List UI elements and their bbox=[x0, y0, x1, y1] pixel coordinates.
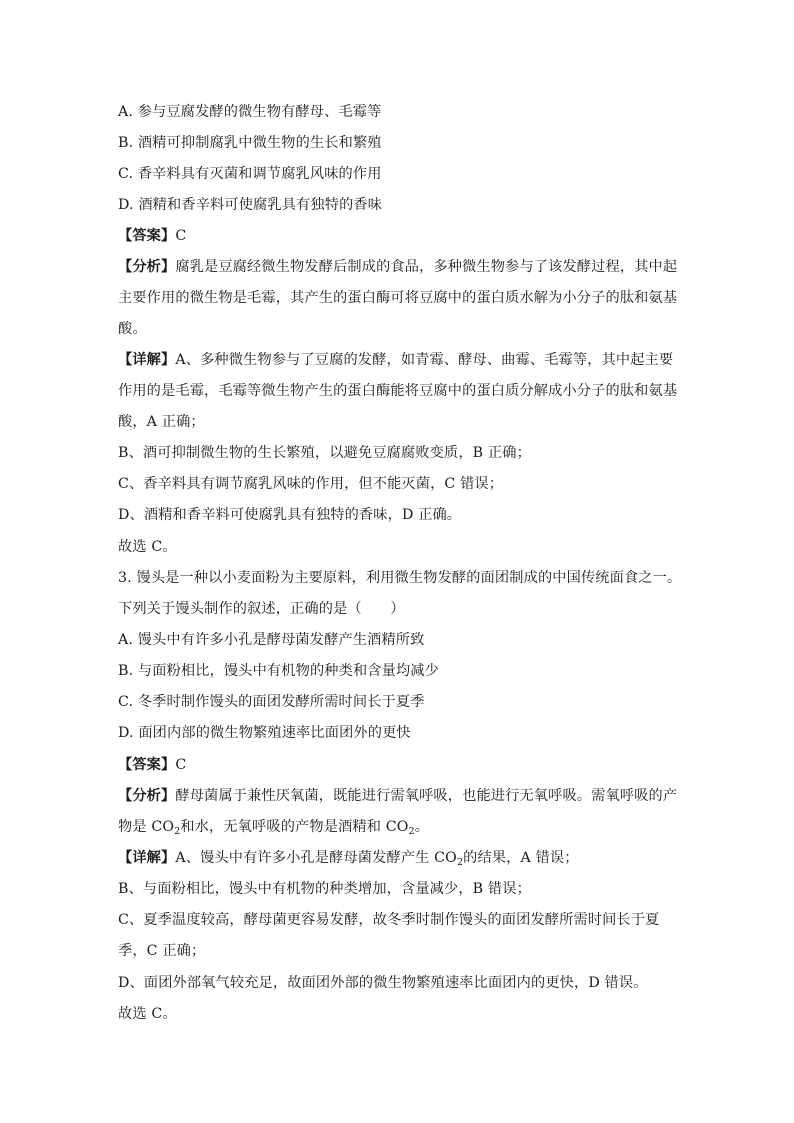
answer-value: C bbox=[175, 228, 187, 244]
analysis-tag: 【分析】 bbox=[118, 788, 176, 804]
q3-detail-b: B、与面粉相比，馒头中有机物的种类增加，含量减少，B 错误； bbox=[118, 881, 531, 897]
analysis-text: 酵母菌属于兼性厌氧菌，既能进行需氧呼吸，也能进行无氧呼吸。需氧呼吸的产 bbox=[175, 788, 678, 804]
q3-analysis-line-2 bbox=[118, 817, 678, 837]
analysis-text: 。 bbox=[414, 819, 430, 835]
analysis-text: 腐乳是豆腐经微生物发酵后制成的食品，多种微生物参与了该发酵过程，其中起 bbox=[175, 259, 678, 275]
q2-analysis-line-2: 主要作用的微生物是毛霉，其产生的蛋白酶可将豆腐中的蛋白质水解为小分子的肽和氨基 bbox=[118, 290, 678, 306]
detail-text: A、馒头中有许多小孔是酵母菌发酵产生 CO bbox=[175, 850, 457, 866]
q2-option-c: C. 香辛料具有灭菌和调节腐乳风味的作用 bbox=[118, 166, 382, 182]
q2-option-d: D. 酒精和香辛料可使腐乳具有独特的香味 bbox=[118, 197, 383, 213]
q2-detail-line-1 bbox=[118, 350, 678, 370]
analysis-tag: 【分析】 bbox=[118, 259, 176, 275]
q3-option-d: D. 面团内部的微生物繁殖速率比面团外的更快 bbox=[118, 725, 411, 741]
q3-stem-line-2: 下列关于馒头制作的叙述，正确的是（ ） bbox=[118, 601, 405, 617]
analysis-text: 物是 CO bbox=[118, 819, 175, 835]
q2-option-a: A. 参与豆腐发酵的微生物有酵母、毛霉等 bbox=[118, 104, 382, 120]
subscript: 2 bbox=[456, 857, 464, 868]
q3-detail-line-1 bbox=[118, 848, 678, 868]
detail-tag: 【详解】 bbox=[118, 850, 176, 866]
q3-option-c: C. 冬季时制作馒头的面团发酵所需时间长于夏季 bbox=[118, 694, 425, 710]
q2-detail-c: C、香辛料具有调节腐乳风味的作用，但不能灭菌，C 错误； bbox=[118, 476, 504, 492]
q3-option-b: B. 与面粉相比，馒头中有机物的种类和含量均减少 bbox=[118, 663, 439, 679]
analysis-text: 和水，无氧呼吸的产物是酒精和 CO bbox=[180, 819, 409, 835]
q3-option-a: A. 馒头中有许多小孔是酵母菌发酵产生酒精所致 bbox=[118, 632, 425, 648]
q3-conclusion: 故选 C。 bbox=[118, 1006, 177, 1022]
subscript: 2 bbox=[174, 826, 181, 837]
q3-analysis-line-1 bbox=[118, 786, 678, 806]
q3-detail-d: D、面团外部氧气较充足，故面团外部的微生物繁殖速率比面团内的更快，D 错误。 bbox=[118, 975, 648, 991]
q2-detail-d: D、酒精和香辛料可使腐乳具有独特的香味，D 正确。 bbox=[118, 507, 462, 523]
q3-answer bbox=[118, 755, 678, 775]
detail-text: 的结果，A 错误； bbox=[463, 850, 579, 866]
q3-stem-line-1: 3. 馒头是一种以小麦面粉为主要原料，利用微生物发酵的面团制成的中国传统面食之一。 bbox=[118, 570, 682, 586]
q2-answer bbox=[118, 226, 678, 246]
q2-analysis-line-3: 酸。 bbox=[118, 321, 147, 337]
q2-detail-line-3: 酸，A 正确； bbox=[118, 414, 205, 430]
q3-detail-c-line-1: C、夏季温度较高，酵母菌更容易发酵，故冬季时制作馒头的面团发酵所需时间长于夏 bbox=[118, 912, 660, 928]
q2-option-b: B. 酒精可抑制腐乳中微生物的生长和繁殖 bbox=[118, 135, 382, 151]
answer-tag: 【答案】 bbox=[118, 228, 176, 244]
detail-text: A、多种微生物参与了豆腐的发酵，如青霉、酵母、曲霉、毛霉等，其中起主要 bbox=[175, 352, 674, 368]
answer-tag: 【答案】 bbox=[118, 757, 176, 773]
detail-tag: 【详解】 bbox=[118, 352, 176, 368]
q2-conclusion: 故选 C。 bbox=[118, 539, 177, 555]
q2-analysis-line-1 bbox=[118, 257, 678, 277]
q2-detail-line-2: 作用的是毛霉，毛霉等微生物产生的蛋白酶能将豆腐中的蛋白质分解成小分子的肽和氨基 bbox=[118, 383, 678, 399]
q3-detail-c-line-2: 季，C 正确； bbox=[118, 943, 206, 959]
q2-detail-b: B、酒可抑制微生物的生长繁殖，以避免豆腐腐败变质，B 正确； bbox=[118, 445, 531, 461]
subscript: 2 bbox=[408, 826, 415, 837]
answer-value: C bbox=[175, 757, 187, 773]
